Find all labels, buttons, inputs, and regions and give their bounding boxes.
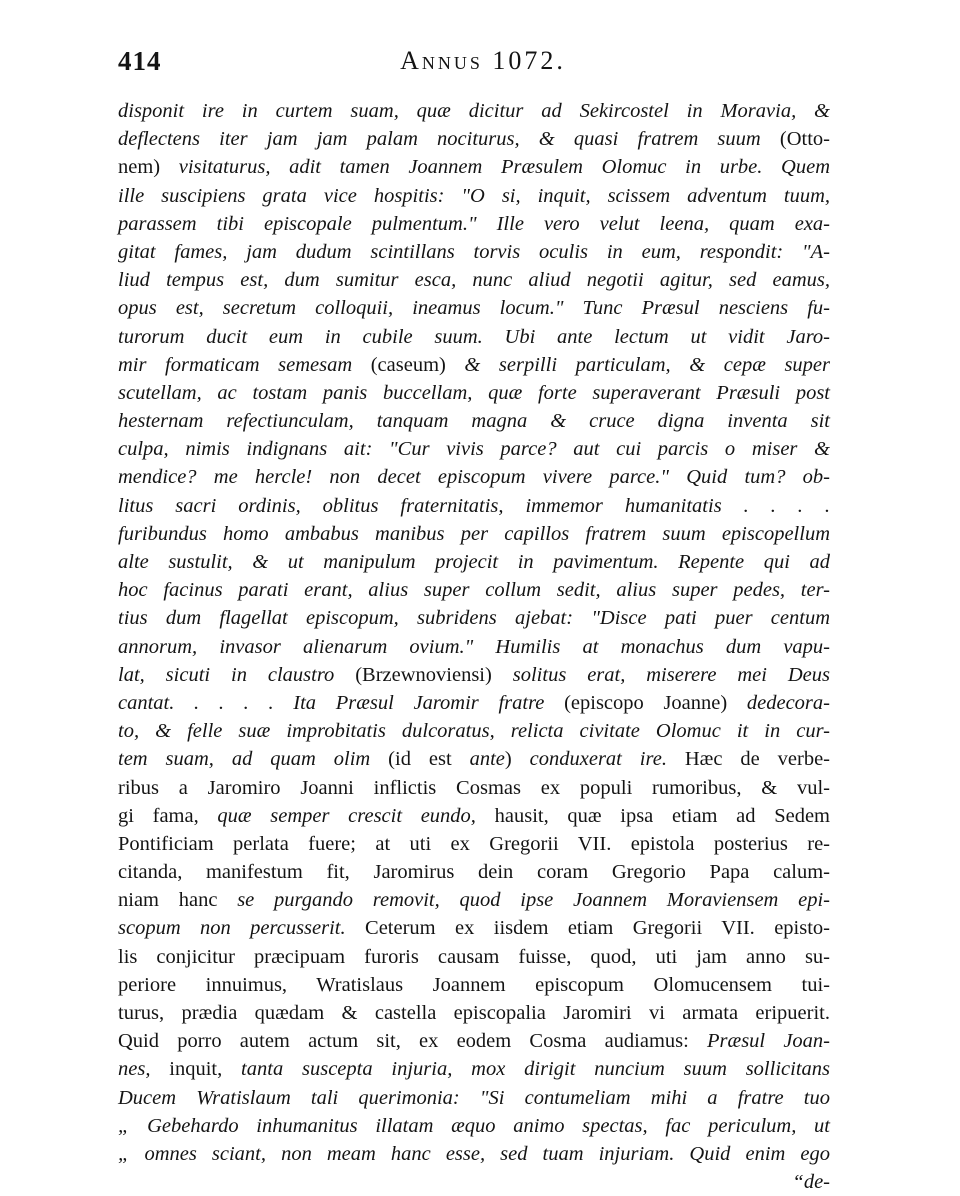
text-run: (episcopo Joanne) <box>564 691 747 714</box>
text-run: to, & felle suæ improbitatis dulcoratus, relicta civitate Olomuc it in cur- <box>118 720 830 743</box>
text-run: Ceterum ex iisdem etiam Gregorii VII. episto- <box>365 917 830 940</box>
text-line <box>118 238 830 266</box>
text-run: visitaturus, adit tamen Joannem Præsulem Olomuc in urbe. Quem <box>178 156 830 179</box>
text-run: deflectens iter jam jam palam nociturus, & quasi fratrem suum <box>118 128 780 151</box>
text-run: turus, prædia quædam & castella episcopalia Jaromiri vi armata eripuerit. <box>118 1002 830 1024</box>
text-run: hoc facinus parati erant, alius super collum sedit, alius super pedes, ter- <box>118 579 830 602</box>
text-run: lat, sicuti in claustro <box>118 663 356 686</box>
text-line <box>118 802 830 830</box>
text-line <box>118 971 830 999</box>
text-line <box>118 210 830 238</box>
text-line <box>118 182 830 210</box>
text-run: lis conjicitur præcipuam furoris causam fuisse, quod, uti jam anno su- <box>118 945 830 968</box>
text-run: annorum, invasor alienarum ovium." Humilis at monachus dum vapu- <box>118 635 830 658</box>
text-line <box>118 520 830 548</box>
text-run: parassem tibi episcopale pulmentum." Ille vero velut leena, quam exa- <box>118 212 830 235</box>
page-number: 414 <box>118 46 162 76</box>
body-text <box>118 97 830 1196</box>
text-run: Pontificiam perlata fuere; at uti ex Gregorii VII. epistola posterius re- <box>118 832 830 855</box>
text-run: niam hanc <box>118 889 238 912</box>
text-run: Hæc de verbe- <box>684 748 831 771</box>
text-run: scopum non percusserit. <box>118 917 366 940</box>
text-run: disponit ire in curtem suam, quæ dicitur ad Sekircostel in Moravia, & <box>118 100 830 122</box>
text-line <box>118 1055 830 1083</box>
text-run: mir formaticam semesam <box>118 353 371 376</box>
text-run: tius dum flagellat episcopum, subridens ajebat: "Disce pati puer centum <box>118 607 830 630</box>
text-line <box>118 125 830 153</box>
running-head: Annus 1072. <box>400 46 566 75</box>
text-line <box>118 407 830 435</box>
text-line <box>118 689 830 717</box>
text-line <box>118 153 830 181</box>
text-run: inquit, <box>169 1058 242 1081</box>
text-run: turorum ducit eum in cubile suum. Ubi ante lectum ut vidit Jaro- <box>118 325 830 348</box>
text-run: tanta suscepta injuria, mox dirigit nuncium suum sollicitans <box>241 1058 830 1081</box>
text-line <box>118 999 830 1027</box>
text-line <box>118 774 830 802</box>
text-line <box>118 492 830 520</box>
text-line <box>118 97 830 125</box>
text-line <box>118 886 830 914</box>
text-line <box>118 294 830 322</box>
text-run: dedecora- <box>746 691 830 714</box>
text-run: hesternam refectiunculam, tanquam magna & cruce digna inventa sit <box>118 410 830 433</box>
text-run: Ducem Wratislaum tali querimonia: "Si contumeliam mihi a fratre tuo <box>118 1086 830 1109</box>
text-run: quæ semper crescit eundo, <box>217 804 495 827</box>
text-line <box>118 1140 830 1168</box>
text-line <box>118 351 830 379</box>
text-run: liud tempus est, dum sumitur esca, nunc aliud negotii agitur, sed eamus, <box>118 269 830 292</box>
text-run: periore innuimus, Wratislaus Joannem episcopum Olomucensem tui- <box>118 973 830 996</box>
text-run: ille suscipiens grata vice hospitis: "O si, inquit, scissem adventum tuum, <box>118 184 830 207</box>
text-run: „ omnes sciant, non meam hanc esse, sed tuam injuriam. Quid enim ego <box>118 1142 830 1165</box>
text-line <box>118 323 830 351</box>
text-line <box>118 858 830 886</box>
text-run: culpa, nimis indignans ait: "Cur vivis parce? aut cui parcis o miser & <box>118 438 830 461</box>
text-run: gi fama, <box>118 804 218 827</box>
text-run: opus est, secretum colloquii, ineamus locum." Tunc Præsul nesciens fu- <box>118 297 830 320</box>
text-line <box>118 1084 830 1112</box>
text-run: ribus a Jaromiro Joanni inflictis Cosmas ex populi rumoribus, & vul- <box>118 776 830 799</box>
text-run: Quid porro autem actum sit, ex eodem Cosma audiamus: <box>118 1030 708 1053</box>
catchword: “de- <box>792 1171 830 1194</box>
text-run: hausit, quæ ipsa etiam ad Sedem <box>494 804 830 827</box>
text-run: litus sacri ordinis, oblitus fraternitatis, immemor humanitatis . . . . <box>118 494 830 517</box>
text-line <box>118 435 830 463</box>
text-run: & serpilli particulam, & cepæ super <box>464 353 831 376</box>
text-line <box>118 266 830 294</box>
text-run: se purgando removit, quod ipse Joannem Moraviensem epi- <box>237 889 830 912</box>
text-run: alte sustulit, & ut manipulum projecit in pavimentum. Repente qui ad <box>118 551 830 573</box>
text-line <box>118 745 830 773</box>
text-line <box>118 604 830 632</box>
text-line <box>118 830 830 858</box>
text-run: citanda, manifestum fit, Jaromirus dein coram Gregorio Papa calum- <box>118 861 830 884</box>
text-run: Præsul Joan- <box>707 1030 830 1053</box>
text-line <box>118 1112 830 1140</box>
text-run: (Brzewnoviensi) <box>355 663 513 686</box>
text-run: tem suam, ad quam olim <box>118 748 389 771</box>
text-line <box>118 576 830 604</box>
text-line <box>118 1027 830 1055</box>
text-run: cantat. . . . . Ita Præsul Jaromir fratre <box>118 691 565 714</box>
text-run: conduxerat ire. <box>529 748 685 771</box>
text-line <box>118 943 830 971</box>
text-run: nem) <box>118 156 179 179</box>
text-run: (id est <box>388 748 470 771</box>
text-run: mendice? me hercle! non decet episcopum vivere parce." Quid tum? ob- <box>118 466 830 489</box>
text-run: (Otto- <box>779 128 830 151</box>
text-run: ) <box>504 748 530 771</box>
text-run: solitus erat, miserere mei Deus <box>512 663 831 686</box>
text-run: ante <box>469 748 505 771</box>
text-run: scutellam, ac tostam panis buccellam, quæ forte superaverant Præsuli post <box>118 381 830 404</box>
text-line <box>118 717 830 745</box>
text-line <box>118 661 830 689</box>
text-run: furibundus homo ambabus manibus per capillos fratrem suum episcopellum <box>118 522 830 545</box>
page-header <box>118 46 828 86</box>
text-line <box>118 463 830 491</box>
text-line <box>118 914 830 942</box>
text-line <box>118 379 830 407</box>
text-run: (caseum) <box>370 353 465 376</box>
text-run: „ Gebehardo inhumanitus illatam æquo animo spectas, fac periculum, ut <box>118 1114 830 1137</box>
text-line <box>118 633 830 661</box>
text-run: nes, <box>118 1058 170 1081</box>
text-run: gitat fames, jam dudum scintillans torvis oculis in eum, respondit: "A- <box>118 240 830 263</box>
text-line <box>118 548 830 576</box>
